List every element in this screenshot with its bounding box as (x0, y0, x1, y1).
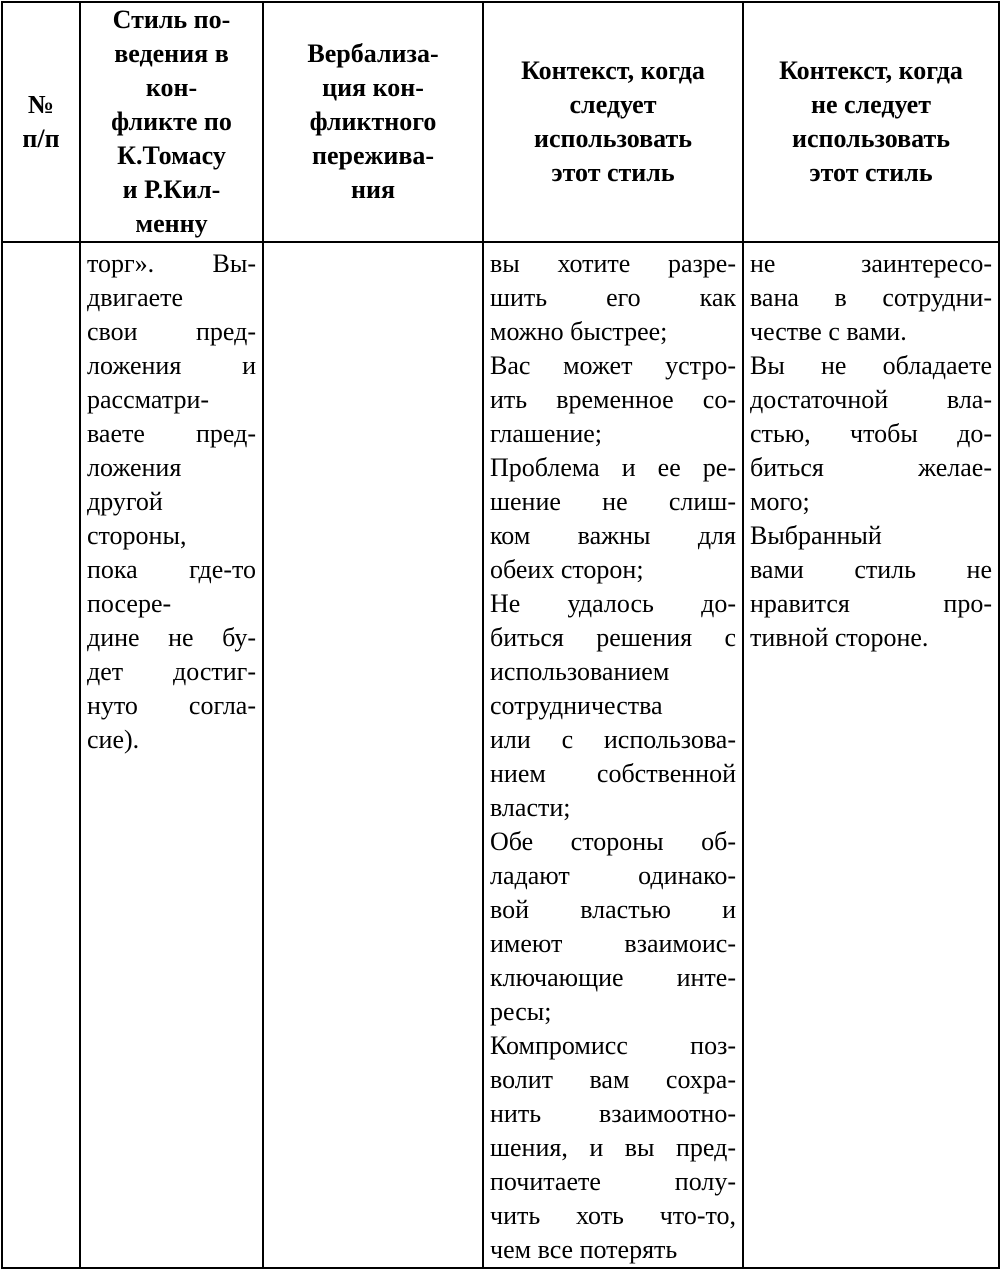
table-row (2, 242, 999, 1268)
header-line: пережива- (311, 141, 435, 170)
text-line: вой властью и (490, 895, 736, 924)
text-line: использованием (490, 657, 670, 686)
text-line: чить хоть что-то, (490, 1201, 736, 1230)
text-line: ложения (87, 453, 182, 482)
text-line: дине не бу- (87, 623, 256, 652)
text-line: нием собственной (490, 759, 736, 788)
header-line: этот стиль (809, 158, 933, 187)
header-line: менну (135, 209, 208, 238)
text-line: волит вам сохра- (490, 1065, 736, 1094)
text-line: шение не слиш- (490, 487, 736, 516)
header-line: № (27, 90, 55, 119)
text-line: свои пред- (87, 317, 256, 346)
header-line: ция кон- (322, 73, 424, 102)
header-line: ведения в (114, 39, 229, 68)
text-line: шения, и вы пред- (490, 1133, 736, 1162)
header-line: Вербализа- (307, 39, 439, 68)
text-line: шить его как (490, 283, 736, 312)
header-line: использовать (533, 124, 693, 153)
text-line: вана в сотрудни- (750, 283, 992, 312)
cell-style-description (80, 242, 263, 1268)
text-line: имеют взаимоис- (490, 929, 736, 958)
text-line: нить взаимоотно- (490, 1099, 736, 1128)
cell-number (2, 242, 80, 1268)
header-line: использовать (791, 124, 951, 153)
text-line: дет достиг- (87, 657, 256, 686)
text-line: можно быстрее; (490, 317, 668, 346)
header-number (2, 2, 80, 242)
text-line: глашение; (490, 419, 603, 448)
text-line: биться желае- (750, 453, 992, 482)
text-line: Компромисс поз- (490, 1031, 736, 1060)
text-line: другой (87, 487, 163, 516)
text-line: ладают одинако- (490, 861, 736, 890)
text-line: или с использова- (490, 725, 736, 754)
text-line: пока где-то (87, 555, 256, 584)
header-when-not-to-use (743, 2, 999, 242)
header-line: К.Томасу (117, 141, 226, 170)
text-line: нуто согла- (87, 691, 256, 720)
header-line: и Р.Кил- (122, 175, 221, 204)
text-line: мого; (750, 487, 810, 516)
text-line: Выбранный (750, 521, 882, 550)
cell-when-to-use (483, 242, 743, 1268)
header-style (80, 2, 263, 242)
header-line: п/п (22, 124, 60, 153)
text-line: Вас может устро- (490, 351, 736, 380)
text-line: ваете пред- (87, 419, 256, 448)
header-line: Стиль по- (112, 5, 231, 34)
header-line: фликте по (111, 107, 232, 136)
text-line: вы хотите разре- (490, 249, 736, 278)
text-line: ложения и (87, 351, 256, 380)
text-line: обеих сторон; (490, 555, 644, 584)
text-line: Вы не обладаете (750, 351, 992, 380)
text-line: Не удалось до- (490, 589, 736, 618)
text-line: Обе стороны об- (490, 827, 736, 856)
text-line: Проблема и ее ре- (490, 453, 736, 482)
conflict-styles-table (1, 1, 1000, 1269)
header-row (2, 2, 999, 242)
text-line: власти; (490, 793, 571, 822)
text-line: чем все потерять (490, 1235, 678, 1264)
text-line: тивной стороне. (750, 623, 929, 652)
text-line: ить временное со- (490, 385, 736, 414)
text-line: рассматри- (87, 385, 210, 414)
text-line: почитаете полу- (490, 1167, 736, 1196)
header-line: не следует (810, 90, 931, 119)
text-line: нравится про- (750, 589, 992, 618)
header-line: ния (350, 175, 396, 204)
text-line: ресы; (490, 997, 552, 1026)
text-line: стороны, (87, 521, 187, 550)
header-line: Контекст, когда (779, 56, 963, 85)
header-line: кон- (145, 73, 198, 102)
text-line: честве с вами. (750, 317, 907, 346)
header-line: этот стиль (551, 158, 675, 187)
cell-verbalization (263, 242, 483, 1268)
text-line: не заинтересо- (750, 249, 992, 278)
text-line: торг». Вы- (87, 249, 256, 278)
text-line: ключающие инте- (490, 963, 736, 992)
header-line: Контекст, когда (521, 56, 705, 85)
text-line: сие). (87, 725, 140, 754)
text-line: сотрудничества (490, 691, 663, 720)
text-line: достаточной вла- (750, 385, 992, 414)
text-line: посере- (87, 589, 172, 618)
header-when-to-use (483, 2, 743, 242)
text-line: вами стиль не (750, 555, 992, 584)
header-line: следует (569, 90, 657, 119)
text-line: стью, чтобы до- (750, 419, 992, 448)
text-line: биться решения с (490, 623, 736, 652)
cell-when-not-to-use (743, 242, 999, 1268)
header-verbalization (263, 2, 483, 242)
header-line: фликтного (309, 107, 437, 136)
text-line: ком важны для (490, 521, 736, 550)
text-line: двигаете (87, 283, 184, 312)
